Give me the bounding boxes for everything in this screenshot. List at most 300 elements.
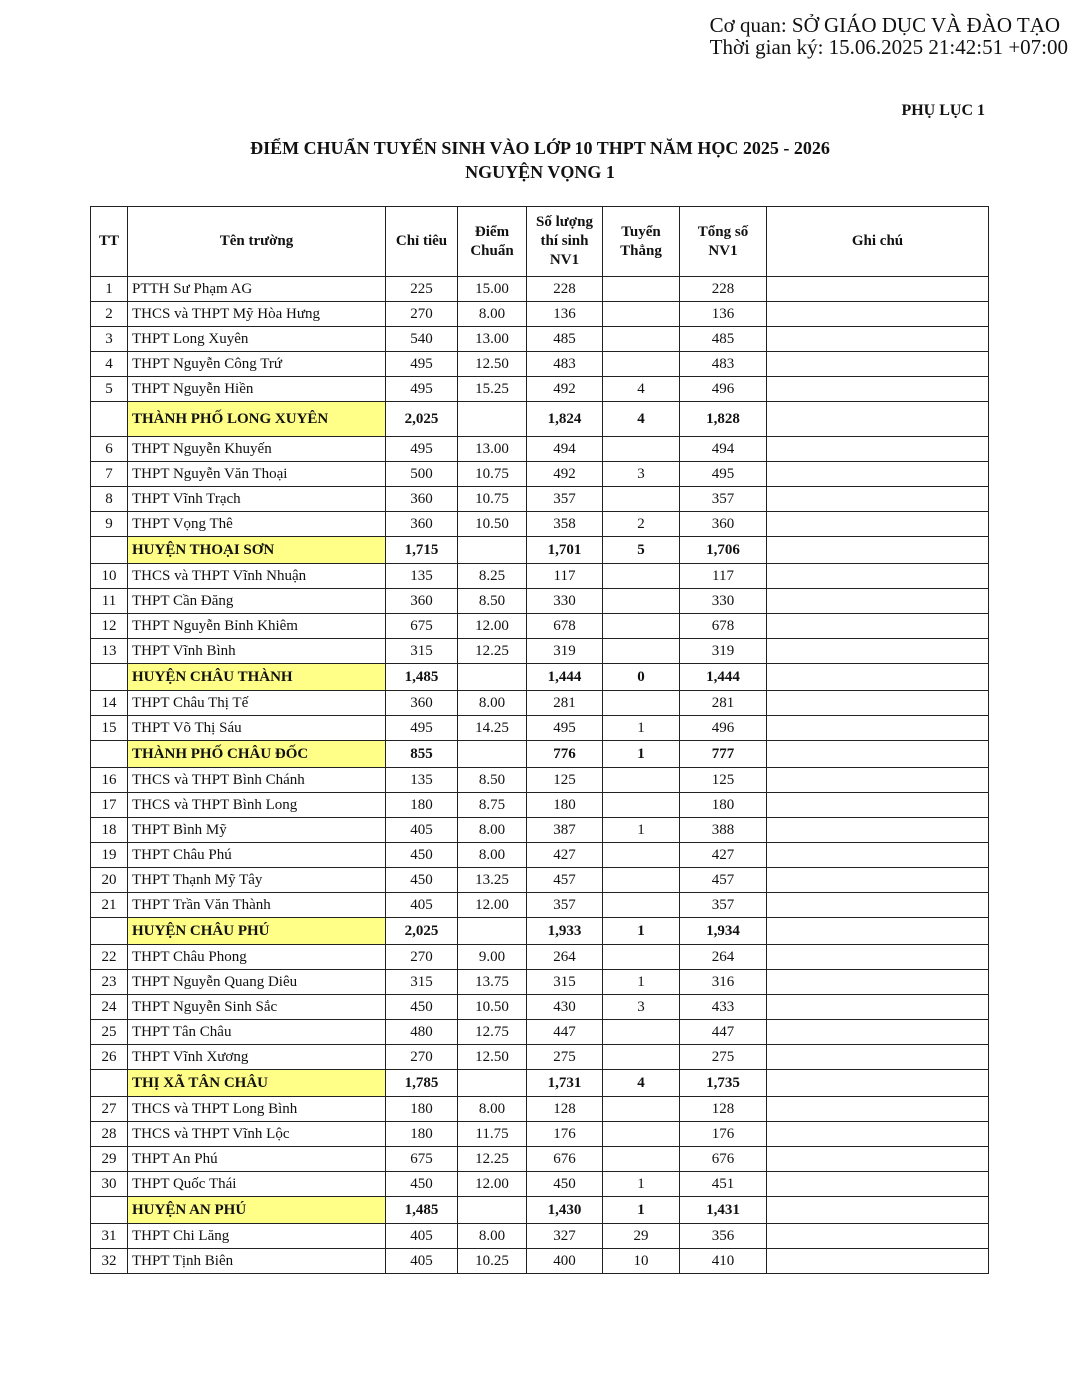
quota: 500 [386,462,458,487]
school-name: THPT Nguyễn Hiền [128,377,386,402]
candidates-count: 1,731 [527,1070,603,1097]
table-row [91,818,989,843]
row-number [91,918,128,945]
note-cell [767,868,989,893]
school-name: THCS và THPT Bình Chánh [128,768,386,793]
cutoff-score: 12.00 [458,893,527,918]
cutoff-score: 12.00 [458,1172,527,1197]
quota: 180 [386,1097,458,1122]
title-line-2: NGUYỆN VỌNG 1 [465,162,615,182]
table-row [91,352,989,377]
table-row [91,1249,989,1274]
school-name: THPT Nguyễn Văn Thoại [128,462,386,487]
cutoff-score: 11.75 [458,1122,527,1147]
direct-admission-count [603,564,680,589]
annex-label: PHỤ LỤC 1 [901,102,985,119]
note-cell [767,589,989,614]
school-name: THPT Châu Phong [128,945,386,970]
candidates-count: 275 [527,1045,603,1070]
cutoff-score [458,741,527,768]
quota: 1,785 [386,1070,458,1097]
candidates-count: 427 [527,843,603,868]
school-name: THPT Vĩnh Bình [128,639,386,664]
quota: 360 [386,691,458,716]
row-number: 25 [91,1020,128,1045]
total-count: 316 [680,970,767,995]
cutoff-score: 15.25 [458,377,527,402]
row-number: 19 [91,843,128,868]
row-number: 6 [91,437,128,462]
school-name: THPT Võ Thị Sáu [128,716,386,741]
note-cell [767,741,989,768]
direct-admission-count: 1 [603,741,680,768]
note-cell [767,352,989,377]
row-number [91,537,128,564]
direct-admission-count [603,768,680,793]
row-number: 8 [91,487,128,512]
cutoff-score: 8.00 [458,691,527,716]
candidates-count: 447 [527,1020,603,1045]
quota: 360 [386,589,458,614]
cutoff-score [458,664,527,691]
row-number: 27 [91,1097,128,1122]
total-count: 357 [680,487,767,512]
row-number: 23 [91,970,128,995]
direct-admission-count: 5 [603,537,680,564]
note-cell [767,1147,989,1172]
table-row [91,639,989,664]
table-row [91,768,989,793]
note-cell [767,277,989,302]
quota: 135 [386,768,458,793]
total-count: 483 [680,352,767,377]
cutoff-score: 8.25 [458,564,527,589]
table-row [91,462,989,487]
school-name: THPT Nguyễn Công Trứ [128,352,386,377]
note-cell [767,639,989,664]
direct-admission-count: 1 [603,716,680,741]
school-name: THPT Tân Châu [128,1020,386,1045]
quota: 405 [386,893,458,918]
direct-admission-count [603,1020,680,1045]
cutoff-score: 8.00 [458,1097,527,1122]
cutoff-score: 15.00 [458,277,527,302]
table-row [91,945,989,970]
school-name: THCS và THPT Bình Long [128,793,386,818]
note-cell [767,716,989,741]
table-row [91,1147,989,1172]
total-count: 496 [680,377,767,402]
note-cell [767,664,989,691]
title-line-1: ĐIỂM CHUẨN TUYỂN SINH VÀO LỚP 10 THPT NĂM HỌC 2025 - 2026 [250,138,830,158]
quota: 405 [386,818,458,843]
quota: 315 [386,970,458,995]
candidates-count: 495 [527,716,603,741]
direct-admission-count: 0 [603,664,680,691]
table-row [91,277,989,302]
total-count: 678 [680,614,767,639]
quota: 480 [386,1020,458,1045]
direct-admission-count [603,843,680,868]
cutoff-score: 13.00 [458,327,527,352]
school-name: THCS và THPT Vĩnh Nhuận [128,564,386,589]
candidates-count: 125 [527,768,603,793]
total-count: 356 [680,1224,767,1249]
candidates-count: 136 [527,302,603,327]
total-count: 180 [680,793,767,818]
row-number: 21 [91,893,128,918]
direct-admission-count: 4 [603,402,680,437]
table-row [91,868,989,893]
total-count: 388 [680,818,767,843]
total-count: 1,735 [680,1070,767,1097]
candidates-count: 678 [527,614,603,639]
quota: 180 [386,793,458,818]
cutoff-score: 8.00 [458,843,527,868]
table-row [91,1172,989,1197]
row-number: 28 [91,1122,128,1147]
total-count: 117 [680,564,767,589]
document-title [0,136,1080,184]
quota: 1,485 [386,1197,458,1224]
quota: 450 [386,1172,458,1197]
note-cell [767,1172,989,1197]
total-count: 228 [680,277,767,302]
total-count: 1,431 [680,1197,767,1224]
quota: 405 [386,1224,458,1249]
note-cell [767,1045,989,1070]
cutoff-score: 10.50 [458,512,527,537]
total-count: 264 [680,945,767,970]
header-direct-admission: Tuyển Thẳng [603,207,680,277]
total-count: 176 [680,1122,767,1147]
quota: 270 [386,945,458,970]
cutoff-score: 12.25 [458,639,527,664]
table-row [91,970,989,995]
signing-agency: Cơ quan: SỞ GIÁO DỤC VÀ ĐÀO TẠO [709,13,1061,37]
direct-admission-count: 4 [603,377,680,402]
candidates-count: 450 [527,1172,603,1197]
candidates-count: 457 [527,868,603,893]
cutoff-score [458,1070,527,1097]
cutoff-score: 13.25 [458,868,527,893]
quota: 225 [386,277,458,302]
school-name: THPT Châu Thị Tế [128,691,386,716]
table-row [91,1045,989,1070]
direct-admission-count: 3 [603,995,680,1020]
total-count: 128 [680,1097,767,1122]
table-row [91,487,989,512]
school-name: THPT Vĩnh Trạch [128,487,386,512]
note-cell [767,1122,989,1147]
school-name: THPT Vĩnh Xương [128,1045,386,1070]
school-name: HUYỆN CHÂU THÀNH [128,664,386,691]
cutoff-score: 8.75 [458,793,527,818]
cutoff-score: 13.00 [458,437,527,462]
cutoff-score: 10.75 [458,487,527,512]
note-cell [767,462,989,487]
quota: 270 [386,302,458,327]
total-count: 330 [680,589,767,614]
row-number: 2 [91,302,128,327]
school-name: PTTH Sư Phạm AG [128,277,386,302]
cutoff-score: 12.00 [458,614,527,639]
candidates-count: 387 [527,818,603,843]
row-number: 18 [91,818,128,843]
header-score: Điểm Chuẩn [458,207,527,277]
header-candidates: Số lượng thí sinh NV1 [527,207,603,277]
direct-admission-count: 29 [603,1224,680,1249]
quota: 360 [386,487,458,512]
candidates-count: 494 [527,437,603,462]
candidates-count: 400 [527,1249,603,1274]
total-count: 319 [680,639,767,664]
note-cell [767,327,989,352]
direct-admission-count: 1 [603,918,680,945]
cutoff-score: 10.75 [458,462,527,487]
candidates-count: 315 [527,970,603,995]
row-number: 30 [91,1172,128,1197]
row-number [91,402,128,437]
row-number: 4 [91,352,128,377]
direct-admission-count [603,945,680,970]
row-number: 17 [91,793,128,818]
cutoff-score: 13.75 [458,970,527,995]
total-count: 360 [680,512,767,537]
direct-admission-count: 1 [603,1172,680,1197]
note-cell [767,843,989,868]
candidates-count: 358 [527,512,603,537]
row-number [91,741,128,768]
row-number: 29 [91,1147,128,1172]
table-row [91,512,989,537]
note-cell [767,1070,989,1097]
quota: 360 [386,512,458,537]
school-name: THPT Bình Mỹ [128,818,386,843]
direct-admission-count [603,868,680,893]
subtotal-row [91,918,989,945]
school-name: THPT An Phú [128,1147,386,1172]
direct-admission-count [603,1122,680,1147]
row-number: 11 [91,589,128,614]
school-name: HUYỆN CHÂU PHÚ [128,918,386,945]
direct-admission-count [603,1097,680,1122]
note-cell [767,1020,989,1045]
total-count: 1,828 [680,402,767,437]
cutoff-score: 8.00 [458,818,527,843]
school-name: HUYỆN THOẠI SƠN [128,537,386,564]
school-name: THPT Cần Đăng [128,589,386,614]
quota: 675 [386,614,458,639]
note-cell [767,487,989,512]
direct-admission-count [603,302,680,327]
subtotal-row [91,1070,989,1097]
candidates-count: 1,824 [527,402,603,437]
total-count: 495 [680,462,767,487]
direct-admission-count [603,589,680,614]
total-count: 1,934 [680,918,767,945]
direct-admission-count: 3 [603,462,680,487]
note-cell [767,377,989,402]
table-row [91,995,989,1020]
table-header-row [91,207,989,277]
total-count: 457 [680,868,767,893]
note-cell [767,945,989,970]
table-row [91,302,989,327]
row-number: 20 [91,868,128,893]
school-name: THPT Nguyễn Khuyến [128,437,386,462]
direct-admission-count [603,893,680,918]
quota: 1,485 [386,664,458,691]
row-number: 14 [91,691,128,716]
school-name: THPT Tịnh Biên [128,1249,386,1274]
total-count: 275 [680,1045,767,1070]
quota: 270 [386,1045,458,1070]
direct-admission-count: 10 [603,1249,680,1274]
note-cell [767,768,989,793]
total-count: 410 [680,1249,767,1274]
note-cell [767,614,989,639]
subtotal-row [91,537,989,564]
table-row [91,893,989,918]
cutoff-score: 9.00 [458,945,527,970]
cutoff-score [458,1197,527,1224]
cutoff-score: 8.50 [458,768,527,793]
note-cell [767,970,989,995]
row-number: 32 [91,1249,128,1274]
direct-admission-count [603,1045,680,1070]
school-name: THCS và THPT Mỹ Hòa Hưng [128,302,386,327]
direct-admission-count [603,793,680,818]
school-name: THPT Trần Văn Thành [128,893,386,918]
candidates-count: 492 [527,462,603,487]
quota: 450 [386,868,458,893]
cutoff-score: 12.50 [458,352,527,377]
note-cell [767,537,989,564]
school-name: THỊ XÃ TÂN CHÂU [128,1070,386,1097]
quota: 2,025 [386,402,458,437]
row-number: 12 [91,614,128,639]
school-name: HUYỆN AN PHÚ [128,1197,386,1224]
table-row [91,843,989,868]
note-cell [767,1249,989,1274]
table-row [91,1122,989,1147]
quota: 135 [386,564,458,589]
candidates-count: 1,701 [527,537,603,564]
total-count: 485 [680,327,767,352]
school-name: THPT Nguyễn Quang Diêu [128,970,386,995]
note-cell [767,1097,989,1122]
cutoff-score [458,918,527,945]
row-number: 22 [91,945,128,970]
direct-admission-count: 2 [603,512,680,537]
school-name: THPT Châu Phú [128,843,386,868]
total-count: 494 [680,437,767,462]
table-row [91,377,989,402]
table-row [91,716,989,741]
note-cell [767,437,989,462]
cutoff-score: 8.50 [458,589,527,614]
table-row [91,1224,989,1249]
note-cell [767,995,989,1020]
candidates-count: 1,430 [527,1197,603,1224]
total-count: 451 [680,1172,767,1197]
school-name: THPT Nguyễn Sinh Sắc [128,995,386,1020]
candidates-count: 492 [527,377,603,402]
quota: 2,025 [386,918,458,945]
total-count: 136 [680,302,767,327]
total-count: 357 [680,893,767,918]
candidates-count: 776 [527,741,603,768]
row-number [91,1197,128,1224]
row-number: 9 [91,512,128,537]
direct-admission-count [603,352,680,377]
table-row [91,437,989,462]
cutoff-score: 8.00 [458,1224,527,1249]
note-cell [767,918,989,945]
cutoff-score [458,402,527,437]
cutoff-score: 12.50 [458,1045,527,1070]
note-cell [767,818,989,843]
school-name: THCS và THPT Long Bình [128,1097,386,1122]
row-number [91,1070,128,1097]
cutoff-score: 12.75 [458,1020,527,1045]
direct-admission-count [603,1147,680,1172]
row-number: 31 [91,1224,128,1249]
note-cell [767,564,989,589]
header-quota: Chỉ tiêu [386,207,458,277]
note-cell [767,1224,989,1249]
quota: 1,715 [386,537,458,564]
row-number: 1 [91,277,128,302]
signing-time: Thời gian ký: 15.06.2025 21:42:51 +07:00 [709,35,1068,59]
direct-admission-count [603,487,680,512]
candidates-count: 330 [527,589,603,614]
direct-admission-count [603,277,680,302]
candidates-count: 1,444 [527,664,603,691]
candidates-count: 128 [527,1097,603,1122]
quota: 540 [386,327,458,352]
direct-admission-count [603,614,680,639]
school-name: THPT Vọng Thê [128,512,386,537]
total-count: 777 [680,741,767,768]
total-count: 447 [680,1020,767,1045]
direct-admission-count [603,639,680,664]
header-tt: TT [91,207,128,277]
candidates-count: 483 [527,352,603,377]
table-row [91,564,989,589]
row-number: 7 [91,462,128,487]
table-row [91,1097,989,1122]
subtotal-row [91,402,989,437]
row-number [91,664,128,691]
note-cell [767,512,989,537]
cutoff-score [458,537,527,564]
candidates-count: 176 [527,1122,603,1147]
note-cell [767,302,989,327]
quota: 180 [386,1122,458,1147]
candidates-count: 117 [527,564,603,589]
total-count: 496 [680,716,767,741]
note-cell [767,793,989,818]
admission-score-table [90,206,989,1274]
candidates-count: 430 [527,995,603,1020]
school-name: THPT Thạnh Mỹ Tây [128,868,386,893]
quota: 495 [386,716,458,741]
header-note: Ghi chú [767,207,989,277]
school-name: THCS và THPT Vĩnh Lộc [128,1122,386,1147]
candidates-count: 228 [527,277,603,302]
